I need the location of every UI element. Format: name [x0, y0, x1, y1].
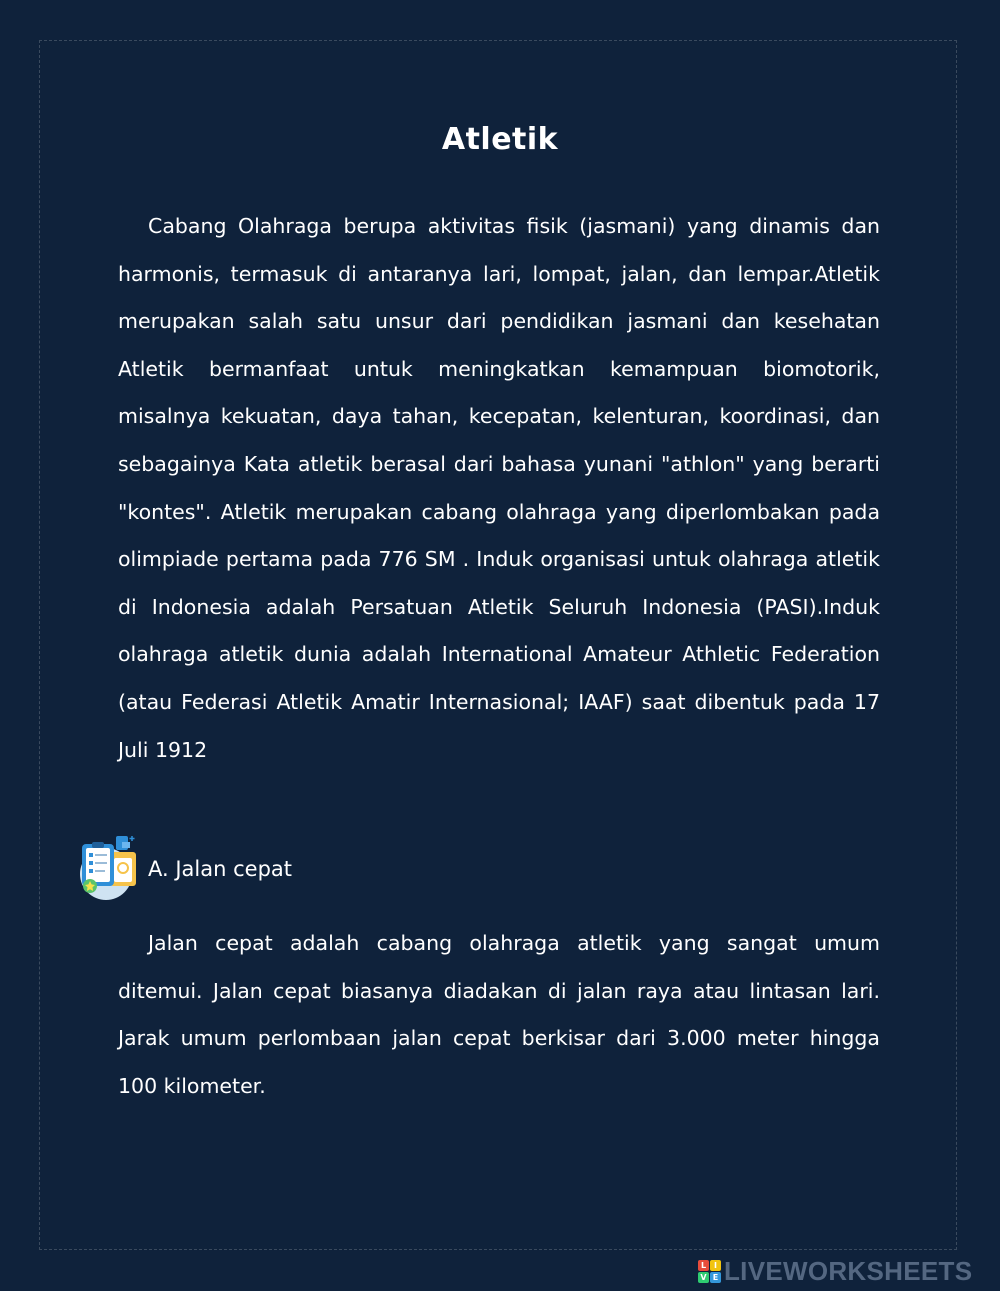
page-title: Atletik — [441, 122, 559, 157]
logo-letter-l: L — [698, 1260, 709, 1271]
intro-paragraph: Cabang Olahraga berupa aktivitas fisik (jasmani) yang dinamis dan harmonis, termasuk di antaranya lari, lompat, jalan, dan lempar.Atletik merupakan salah satu unsur dari pendidikan jasmani dan kesehatan Atletik bermanfaat untuk meningkatkan kemampuan biomotorik, misalnya kekuatan, daya tahan, kecepatan, kelenturan, koordinasi, dan sebagainya Kata atletik berasal dari bahasa yunani "athlon" yang berarti "kontes". Atletik merupakan cabang olahraga yang diperlombakan pada olimpiade pertama pada 776 SM . Induk organisasi untuk olahraga atletik di Indonesia adalah Persatuan Atletik Seluruh Indonesia (PASI).Induk olahraga atletik dunia adalah International Amateur Athletic Federation (atau Federasi Atletik Amatir Internasional; IAAF) saat dibentuk pada 17 Juli 1912 — [118, 214, 880, 762]
liveworksheets-watermark[interactable] — [698, 1255, 973, 1286]
logo-letter-i: I — [710, 1260, 721, 1271]
liveworksheets-logo-icon — [698, 1260, 721, 1283]
logo-letter-e: E — [710, 1272, 721, 1283]
watermark-text: LIVEWORKSHEETS — [724, 1255, 973, 1286]
section-heading-jalan-cepat — [76, 830, 292, 902]
jalan-cepat-paragraph: Jalan cepat adalah cabang olahraga atletik yang sangat umum ditemui. Jalan cepat biasanya diadakan di jalan raya atau lintasan lari. Jarak umum perlombaan jalan cepat berkisar dari 3.000 meter hingga 100 kilometer. — [118, 931, 880, 1098]
section-title: A. Jalan cepat — [148, 857, 292, 881]
checklist-icon — [76, 830, 140, 902]
logo-letter-v: V — [698, 1272, 709, 1283]
